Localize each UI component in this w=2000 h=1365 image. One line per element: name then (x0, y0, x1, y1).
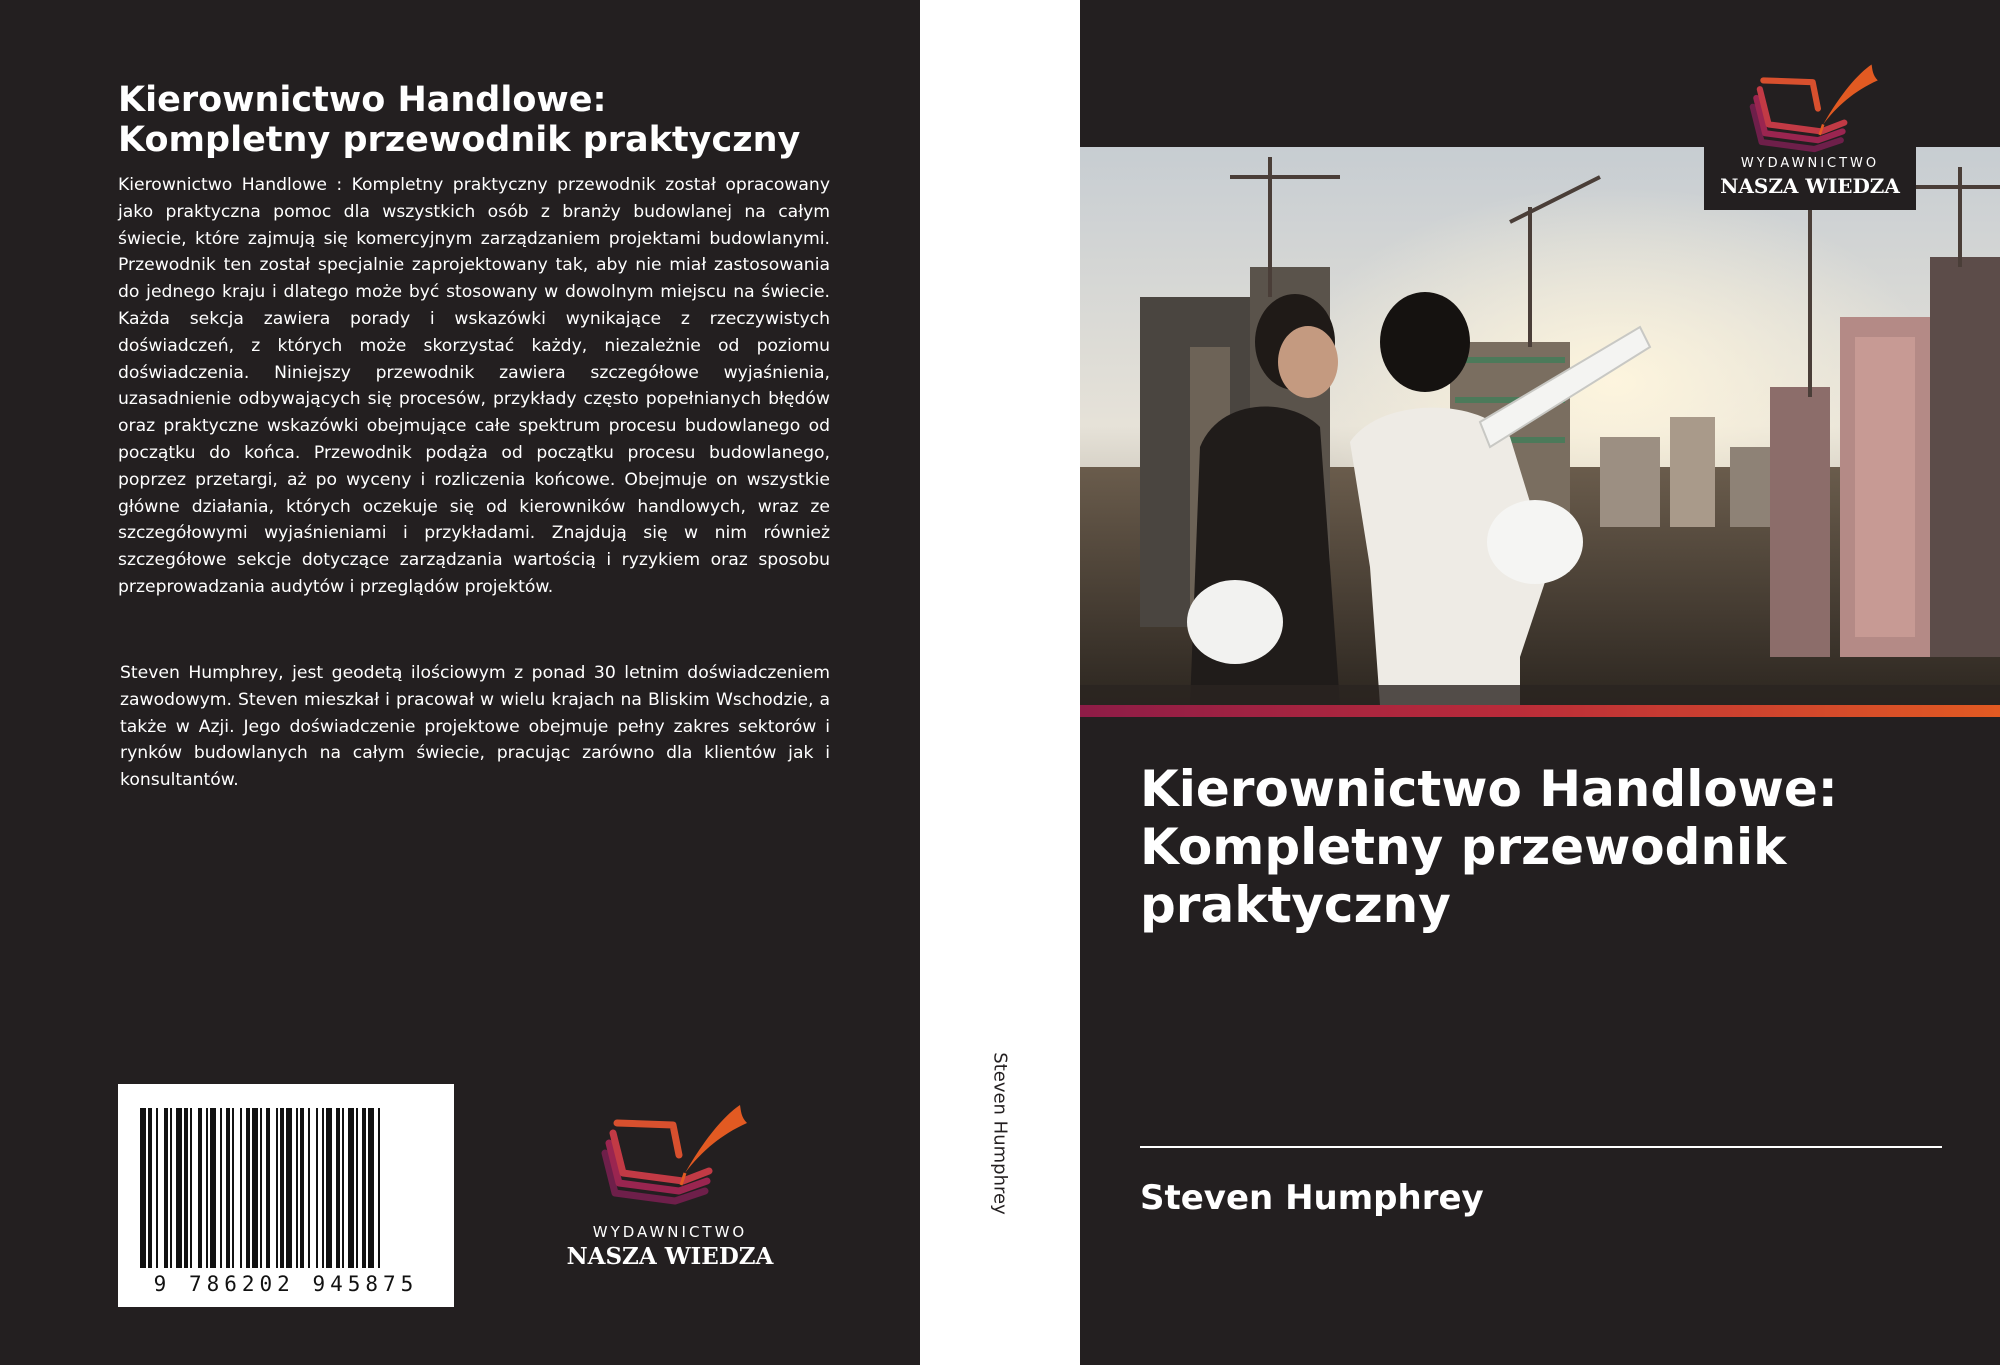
back-cover-title (118, 80, 838, 160)
publisher-label-big: NASZA WIEDZA (566, 1243, 774, 1270)
back-cover (0, 0, 920, 1365)
book-quill-icon (1704, 54, 1916, 164)
back-title-line-2: Kompletny przewodnik praktyczny (118, 120, 801, 160)
front-title-line-1: Kierownictwo Handlowe: (1140, 760, 1838, 818)
author-bio: Steven Humphrey, jest geodetą ilościowym z ponad 30 letnim doświadczeniem zawodowym. Steven mieszkał i pracował w wielu krajach na Bliskim Wschodzie, a także w Azji. Jego doświadczenie projektowe obejmuje pełny zakres sektorów i rynków budowlanych na całym świecie, pracując zarówno dla klientów jak i konsultantów. (120, 663, 830, 791)
publisher-label-small: WYDAWNICTWO (1740, 156, 1880, 171)
back-title-line-1: Kierownictwo Handlowe: (118, 80, 607, 120)
spine-author: Steven Humphrey (989, 1052, 1011, 1215)
publisher-label-small: WYDAWNICTWO (592, 1223, 748, 1241)
accent-stripe (1080, 705, 2000, 717)
front-divider (1140, 1146, 1942, 1148)
isbn-digits: 9 786202 945875 (153, 1272, 419, 1296)
front-title-line-2: Kompletny przewodnik (1140, 818, 1787, 876)
publisher-label-big: NASZA WIEDZA (1720, 174, 1900, 198)
front-author: Steven Humphrey (1140, 1178, 1484, 1218)
back-cover-blurb: Kierownictwo Handlowe : Kompletny praktyczny przewodnik został opracowany jako praktyczna pomoc dla wszystkich osób z branży budowlanej na całym świecie, które zajmują się komercyjnym zarządzaniem projektami budowlanymi. Przewodnik ten został specjalnie zaprojektowany tak, aby nie miał zastosowania do jednego kraju i dlatego może być stosowany w dowolnym miejscu na świecie. Każda sekcja zawiera porady i wskazówki wynikające z rzeczywistych doświadczeń, z których może skorzystać każdy, niezależnie od poziomu doświadczenia. Niniejszy przewodnik zawiera szczegółowe wyjaśnienia, uzasadnienie odbywających się procesów, przykłady często popełnianych błędów oraz praktyczne wskazówki obejmujące całe spektrum procesu budowlanego od początku do końca. Przewodnik podąża od początku procesu budowlanego, poprzez przetargi, aż po wyceny i rozliczenia końcowe. Obejmuje on wszystkie główne działania, których oczekuje się od kierowników handlowych, wraz ze szczegółowymi wyjaśnieniami i przykładami. Znajdują się w nim również szczegółowe sekcje dotyczące zarządzania wartością i ryzykiem oraz sposobu przeprowadzania audytów i przeglądów projektów. (118, 175, 830, 597)
front-title-line-3: praktyczny (1140, 876, 1451, 934)
front-cover-title (1140, 760, 1960, 934)
isbn-barcode (118, 1084, 454, 1307)
book-quill-icon (555, 1093, 785, 1218)
publisher-logo-back (555, 1093, 785, 1273)
cover-photo (1080, 147, 2000, 705)
publisher-logo-front (1704, 54, 1916, 210)
